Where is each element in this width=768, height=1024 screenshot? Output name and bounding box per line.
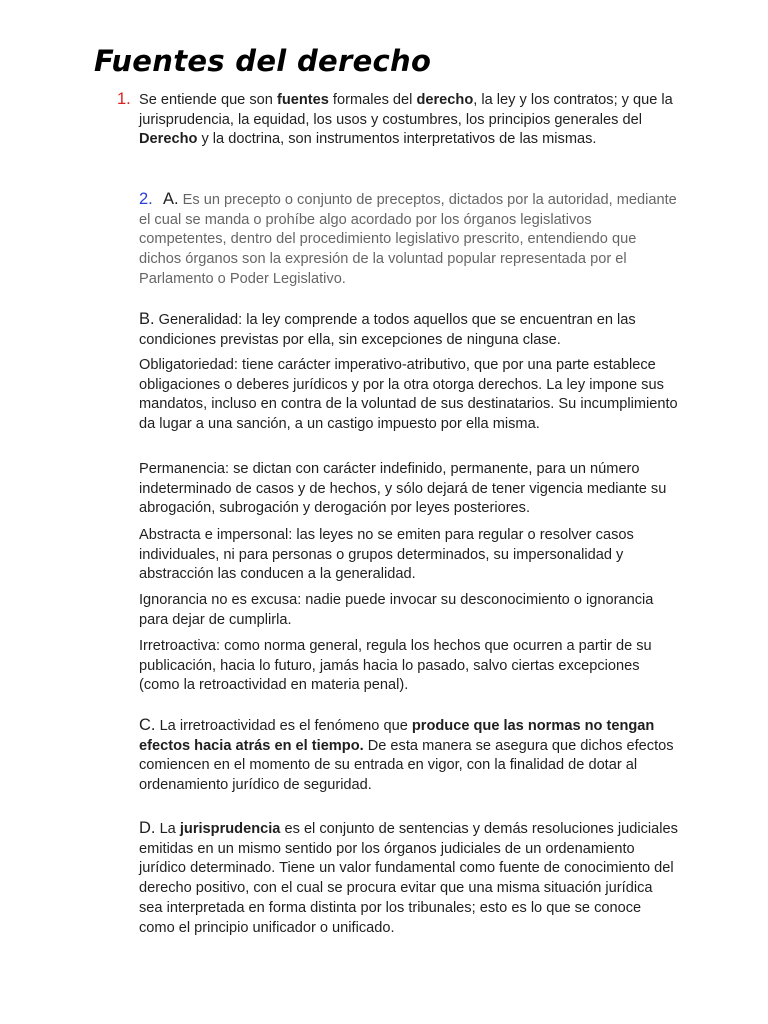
section-letter-c: C.	[139, 716, 156, 734]
text-run: Se entiende que son	[139, 92, 277, 108]
paragraph-b-generalidad	[139, 310, 679, 350]
paragraph-a-ley	[139, 190, 679, 290]
paragraph-abstracta: Abstracta e impersonal: las leyes no se emiten para regular o resolver casos individuales, ni para personas o grupos determinados, su impersonalidad y abstracción las conducen a la generalidad.	[139, 527, 634, 583]
list-number-1: 1.	[117, 90, 131, 108]
text-run: De esta manera se asegura que dichos efectos comiencen en el momento de su entrada en vigor, con la finalidad de dotar al ordenamiento jurídico de seguridad.	[139, 737, 674, 794]
bold-term: fuentes	[276, 92, 329, 108]
paragraph-obligatoriedad: Obligatoriedad: tiene carácter imperativo-atributivo, que por una parte establece obligaciones o deberes jurídicos y por la otra otorga derechos. La ley impone sus mandatos, incluso en contra de la voluntad de sus destinatarios. Su incumplimiento da lugar a una sanción, a un castigo impuesto por ella misma.	[139, 357, 678, 433]
section-letter-d: D.	[139, 819, 156, 837]
text-run: La irretroactividad es el fenómeno que	[159, 718, 412, 734]
text-run: es el conjunto de sentencias y demás resoluciones judiciales emitidas en un mismo sentido por los órganos judiciales de un ordenamiento jurídico determinado. Tiene un valor fundamental como fuente de conocimiento del derecho positivo, con el cual se procura evitar que una misma situación jurídica sea interpretada en forma distinta por los tribunales; esto es lo que se conoce como el principio unificador o unificado.	[139, 821, 678, 936]
paragraph-fuentes	[139, 91, 679, 150]
text-run: La	[159, 821, 180, 837]
text-run: Es un precepto o conjunto de preceptos, dictados por la autoridad, mediante el cual se manda o prohíbe algo acordado por los órganos legislativos competentes, dentro del procedimiento legislativo prescrito, entendiendo que dichos órganos son la expresión de la voluntad popular representada por el Parlamento o Poder Legislativo.	[139, 192, 677, 287]
bold-term: derecho	[416, 92, 474, 108]
paragraph-d-jurisprudencia	[139, 819, 679, 938]
section-letter-b: B.	[139, 310, 155, 328]
paragraph-c-irretroactividad	[139, 716, 679, 796]
list-number-2: 2.	[139, 190, 153, 208]
text-run: formales del	[328, 92, 417, 108]
bold-term: produce que las normas no tengan efectos hacia atrás en el tiempo.	[139, 718, 655, 754]
paragraph-irretroactiva: Irretroactiva: como norma general, regula los hechos que ocurren a partir de su publicación, hacia lo futuro, jamás hacia lo pasado, salvo ciertas excepciones (como la retroactividad en materia penal).	[139, 638, 652, 694]
paragraph-permanencia: Permanencia: se dictan con carácter indefinido, permanente, para un número indeterminado de casos y de hechos, y sólo dejará de tener vigencia mediante su abrogación, subrogación y derogación por leyes posteriores.	[139, 461, 667, 517]
section-letter-a: A.	[163, 190, 179, 208]
bold-term: Derecho	[139, 131, 198, 148]
document-title: Fuentes del derecho	[94, 44, 432, 78]
text-run: Generalidad: la ley comprende a todos aquellos que se encuentran en las condiciones previstas por ella, sin excepciones de ninguna clase.	[139, 312, 636, 348]
paragraph-ignorancia: Ignorancia no es excusa: nadie puede invocar su desconocimiento o ignorancia para dejar de cumplirla.	[139, 592, 654, 628]
bold-term: jurisprudencia	[179, 821, 281, 837]
text-run: , la ley y los contratos; y que la jurisprudencia, la equidad, los usos y costumbres, los principios generales del	[139, 92, 673, 128]
text-run: y la doctrina, son instrumentos interpretativos de las mismas.	[197, 131, 597, 148]
